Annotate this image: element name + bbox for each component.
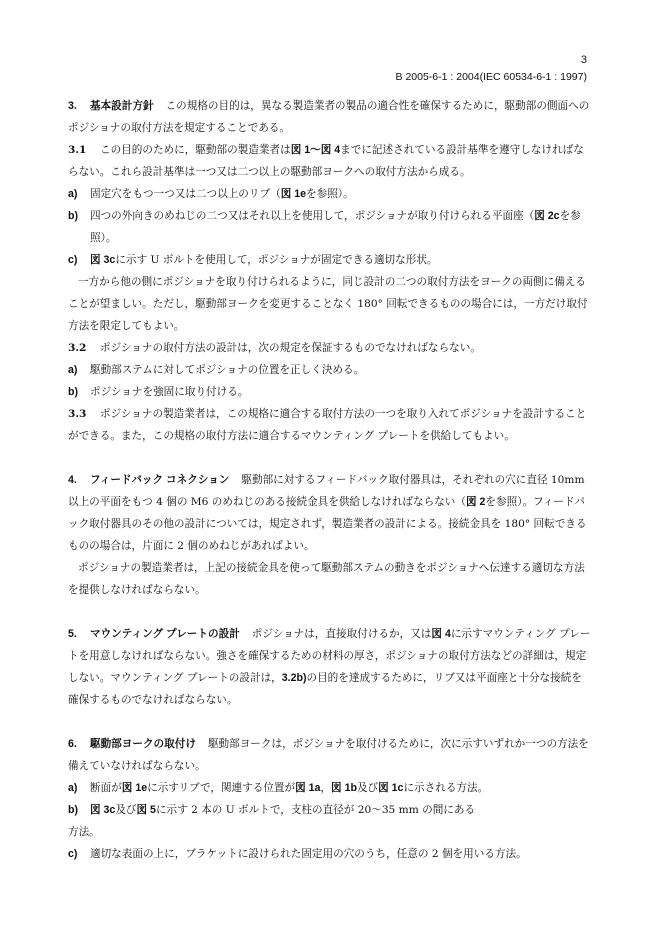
section-text: ポジショナは，直接取付けるか，又は bbox=[251, 628, 432, 640]
section-number: 6. bbox=[68, 738, 77, 750]
figure-reference: 図 1a bbox=[295, 782, 321, 794]
section-text: 駆動部ヨークは，ポジショナを取付けるために，次に示すいずれか一つの方法を備えていなければならない。 bbox=[68, 738, 589, 772]
section-text: の目的を達成するために，リブ又は平面座と十分な接続を確保するものでなければならない。 bbox=[68, 672, 582, 706]
list-item-label: c) bbox=[68, 254, 78, 266]
page-number: 3 bbox=[580, 54, 587, 66]
list-item-text: 適切な表面の上に，ブラケットに設けられた固定用の穴のうち，任意の 2 個を用いる方法。 bbox=[90, 848, 527, 860]
list-item-label: a) bbox=[68, 188, 78, 200]
section-title: フィードバック コネクション bbox=[90, 474, 230, 486]
clause-text: この目的のために，駆動部の製造業者は bbox=[100, 144, 291, 156]
list-item-text: ， bbox=[320, 782, 332, 794]
list-item-label: a) bbox=[68, 364, 78, 376]
section-4-body bbox=[68, 469, 592, 557]
section-title: 駆動部ヨークの取付け bbox=[90, 738, 196, 750]
list-item bbox=[68, 799, 592, 821]
document-body bbox=[68, 95, 592, 865]
section-6-body bbox=[68, 733, 592, 777]
section-4-paragraph: ポジショナの製造業者は，上記の接続金具を使って駆動部ステムの動きをポジショナへ伝達する適切な方法を提供しなければならない。 bbox=[68, 562, 585, 596]
section-text: に示すマウンティング プレートを用意しなければならない。強さを確保するための材料の厚さ，ポジショナの取付方法などの詳細は，規定しない。マウンティング プレートの設計は， bbox=[68, 628, 591, 684]
figure-reference: 図 1b bbox=[331, 782, 357, 794]
list-item-text: 断面が bbox=[90, 782, 122, 794]
list-item bbox=[68, 777, 592, 799]
figure-reference: 図 4 bbox=[431, 628, 451, 640]
list-item bbox=[68, 843, 592, 865]
clause-text: ポジショナの製造業者は，この規格に適合する取付方法の一つを取り入れてポジショナを設計することができる。また，この規格の取付方法に適合するマウンティング プレートを供給してもよい。 bbox=[68, 408, 587, 442]
clause-number-text: 3.2 bbox=[68, 342, 87, 354]
section-6 bbox=[68, 733, 592, 865]
section-title: マウンティング プレートの設計 bbox=[90, 628, 240, 640]
section-5 bbox=[68, 623, 592, 711]
list-item-text: 駆動部ステムに対してポジショナの位置を正しく決める。 bbox=[90, 364, 365, 376]
clause-text: ポジショナの取付方法の設計は，次の規定を保証するものでなければならない。 bbox=[100, 342, 481, 354]
list-item bbox=[68, 381, 592, 403]
clause-3-2 bbox=[68, 337, 592, 359]
section-number: 3. bbox=[68, 100, 77, 112]
list-item-label: c) bbox=[68, 848, 78, 860]
list-item-text: 及び bbox=[115, 804, 137, 816]
figure-reference: 図 1〜図 4 bbox=[290, 144, 341, 156]
figure-reference: 図 1e bbox=[280, 188, 307, 200]
figure-reference: 図 3c bbox=[90, 804, 116, 816]
section-number: 4. bbox=[68, 474, 77, 486]
clause-number-text: 3.1 bbox=[68, 144, 87, 156]
section-4 bbox=[68, 469, 592, 601]
clause-number bbox=[68, 403, 100, 425]
clause-number-text: 3.3 bbox=[68, 408, 87, 420]
figure-reference: 図 3c bbox=[90, 254, 116, 266]
standard-id: B 2005-6-1 : 2004(IEC 60534-6-1 : 1997) bbox=[395, 71, 587, 83]
section-text: を参照）。フィードバック取付器具のその他の設計については，規定されず，製造業者の設計による。接続金具を 180° 回転できるものの場合は，片面に 2 個のめねじがあればよい。 bbox=[68, 496, 587, 552]
section-3-intro bbox=[68, 95, 592, 139]
clause-note: 一方から他の側にポジショナを取り付けられるように，同じ設計の二つの取付方法をヨークの両側に備えることが望ましい。ただし，駆動部ヨークを変更することなく 180° 回転できるものの場合には，一方だけ取付方法を限定してもよい。 bbox=[68, 276, 588, 332]
list-item-label: a) bbox=[68, 782, 78, 794]
section-text: 駆動部に対するフィードバック取付器具は，それぞれの穴に直径 10mm 以上の平面をもつ 4 個の M6 のめねじのある接続金具を供給しなければならない（ bbox=[68, 474, 585, 508]
clause-3-1 bbox=[68, 139, 592, 183]
clause-number bbox=[68, 139, 100, 161]
clause-reference: 3.2b) bbox=[281, 672, 307, 684]
section-number: 5. bbox=[68, 628, 77, 640]
list-item-continuation: 方法。 bbox=[68, 826, 100, 838]
list-item-text: に示す 2 本の U ボルトで，支柱の直径が 20〜35 mm の間にある bbox=[155, 804, 476, 816]
list-item-text: を参照）。 bbox=[306, 188, 354, 200]
figure-reference: 図 2c bbox=[534, 210, 560, 222]
list-item-text: 固定穴をもつ一つ又は二つ以上のリブ（ bbox=[90, 188, 281, 200]
list-item bbox=[68, 205, 592, 249]
list-item-label: b) bbox=[68, 386, 78, 398]
list-item-text: 及び bbox=[356, 782, 379, 794]
figure-reference: 図 5 bbox=[136, 804, 156, 816]
list-item-text: に示すリブで，関連する位置が bbox=[147, 782, 296, 794]
list-item bbox=[68, 249, 592, 271]
list-item-label: b) bbox=[68, 210, 78, 222]
clause-number bbox=[68, 337, 100, 359]
list-item-label: b) bbox=[68, 804, 78, 816]
section-3 bbox=[68, 95, 592, 447]
list-item-text: 四つの外向きのめねじの二つ又はそれ以上を使用して，ポジショナが取り付けられる平面座（ bbox=[90, 210, 535, 222]
list-item-text: に示す U ボルトを使用して，ポジショナが固定できる適切な形状。 bbox=[115, 254, 438, 266]
section-text: この規格の目的は，異なる製造業者の製品の適合性を確保するために，駆動部の側面へのポジショナの取付方法を規定することである。 bbox=[68, 100, 590, 134]
list-item bbox=[68, 359, 592, 381]
clause-text: までに記述されている設計基準を遵守しなければならない。これら設計基準は一つ又は二つ以上の駆動部ヨークへの取付方法から成る。 bbox=[68, 144, 584, 178]
figure-reference: 図 1c bbox=[378, 782, 404, 794]
figure-reference: 図 2 bbox=[465, 496, 486, 508]
section-title: 基本設計方針 bbox=[90, 100, 154, 112]
list-item-text: を参照）。 bbox=[90, 210, 581, 244]
figure-reference: 図 1e bbox=[121, 782, 148, 794]
list-item-text: に示される方法。 bbox=[403, 782, 489, 794]
list-item bbox=[68, 183, 592, 205]
clause-3-3 bbox=[68, 403, 592, 447]
list-item-text: ポジショナを強固に取り付ける。 bbox=[90, 386, 249, 398]
section-5-body bbox=[68, 623, 592, 711]
